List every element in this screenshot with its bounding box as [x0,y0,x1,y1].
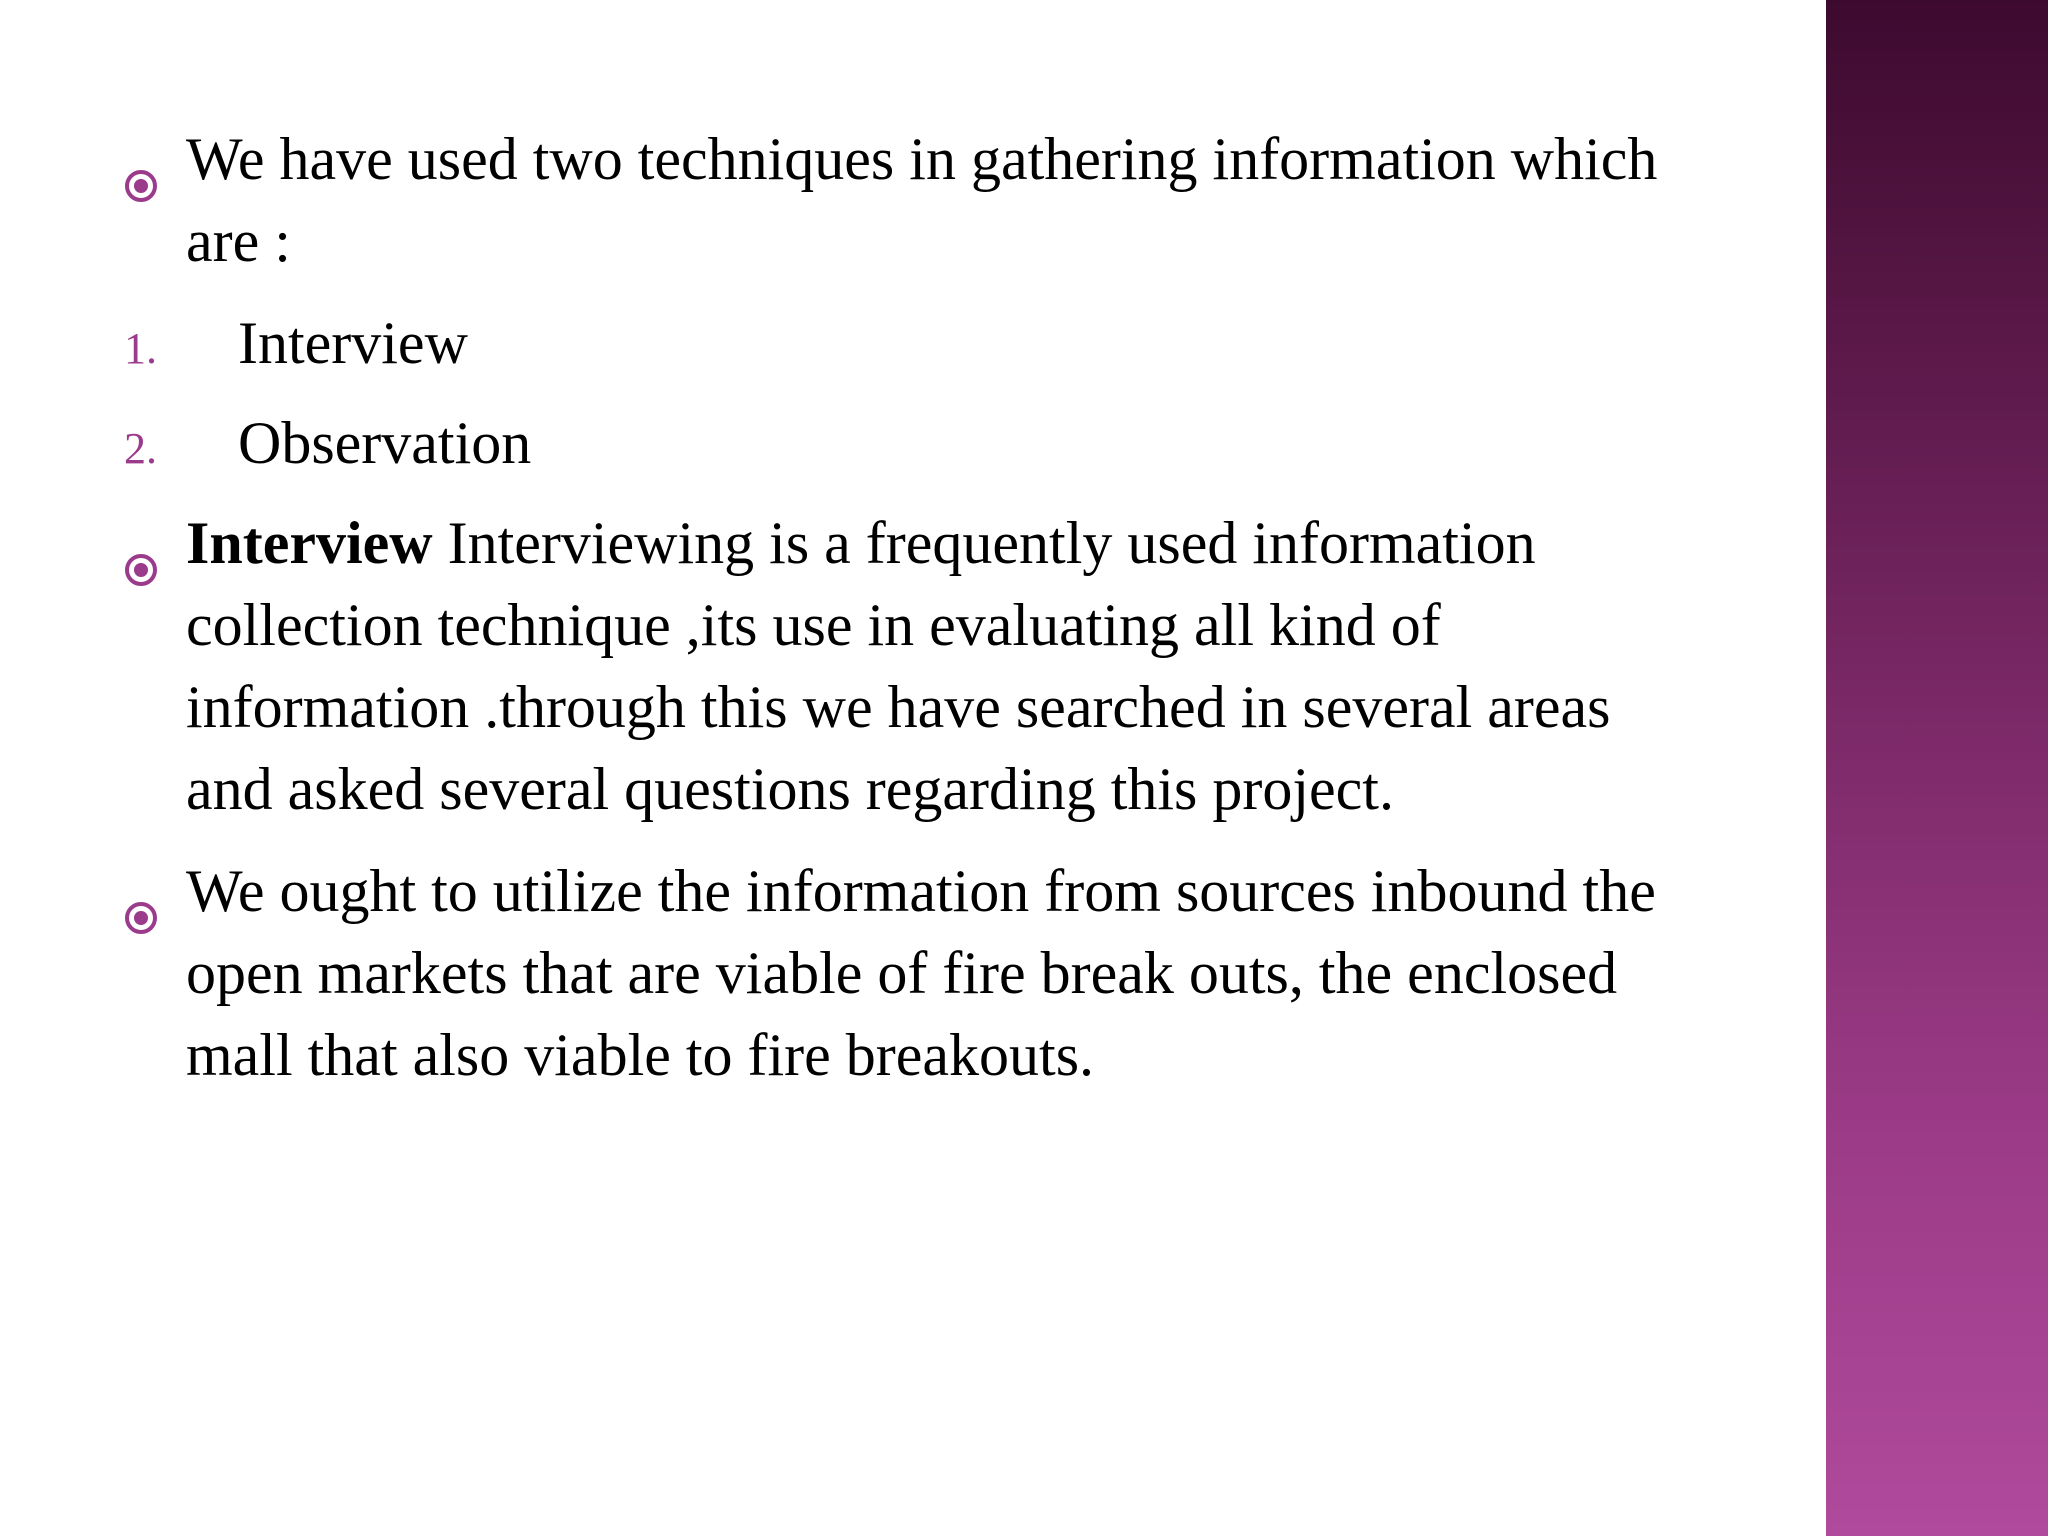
decorative-side-bar [1826,0,2048,1536]
circle-dot-icon [124,142,158,176]
bullet-item-sources [120,850,1700,1096]
numbered-item-text: Observation [238,410,532,476]
bullet-item-interview-definition [120,502,1700,830]
circle-dot-icon [124,526,158,560]
list-number: 2. [124,424,157,473]
bullet-text: We ought to utilize the information from sources inbound the open markets that are viable of fire break outs, the enclosed mall that also viable to fire breakouts. [186,858,1656,1088]
numbered-item-observation [120,402,1700,484]
numbered-item-text: Interview [238,310,468,376]
bullet-bold-lead: Interview [186,510,433,576]
slide-content [120,118,1700,1116]
bullet-item-techniques [120,118,1700,282]
circle-dot-icon [124,874,158,908]
numbered-item-interview [120,302,1700,384]
bullet-text: Interviewing is a frequently used information collection technique ,its use in evaluating all kind of information .through this we have searched in several areas and asked several questions regarding this project. [186,510,1611,822]
list-number: 1. [124,324,157,373]
bullet-text: We have used two techniques in gathering information which are : [186,126,1658,274]
